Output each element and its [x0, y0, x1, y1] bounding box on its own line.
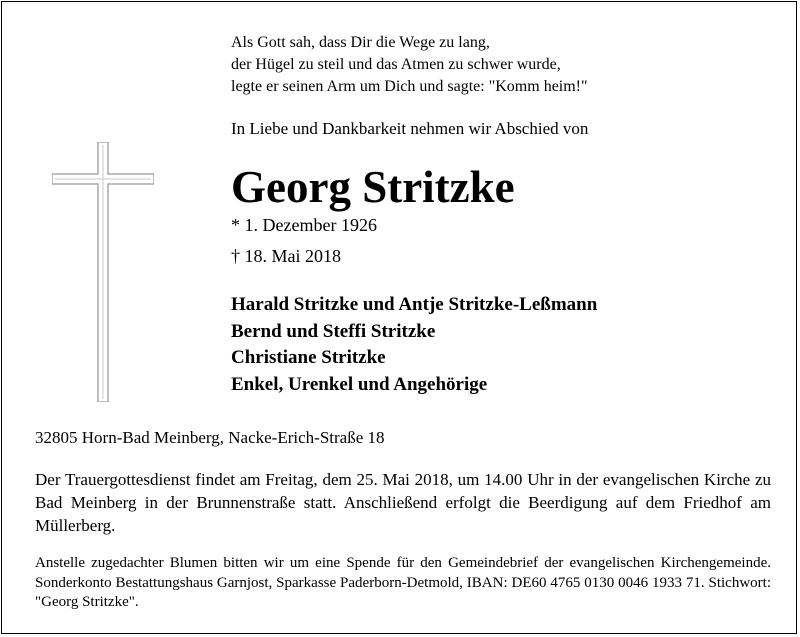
- poem: [231, 32, 588, 98]
- death-date: † 18. Mai 2018: [231, 246, 341, 266]
- mourner-line: Enkel, Urenkel und Angehörige: [231, 373, 488, 395]
- poem-line: legte er seinen Arm um Dich und sagte: "Komm heim!": [231, 78, 588, 95]
- service-info: Der Trauergottesdienst findet am Freitag, dem 25. Mai 2018, um 14.00 Uhr in der evangelischen Kirche zu Bad Meinberg in der Brunnenstraße statt. Anschließend erfolgt die Beerdigung auf dem Friedhof am Müllerberg.: [35, 470, 771, 535]
- birth-date: * 1. Dezember 1926: [231, 215, 377, 235]
- cross-icon: [52, 142, 154, 402]
- mourner-line: Bernd und Steffi Stritzke: [231, 320, 436, 342]
- mourner-line: Harald Stritzke und Antje Stritzke-Leßmann: [231, 294, 598, 315]
- address: 32805 Horn-Bad Meinberg, Nacke-Erich-Straße 18: [35, 428, 385, 447]
- poem-line: der Hügel zu steil und das Atmen zu schwer wurde,: [231, 56, 561, 73]
- obituary-frame: [1, 1, 797, 634]
- intro-text: In Liebe und Dankbarkeit nehmen wir Abschied von: [231, 119, 589, 138]
- poem-line: Als Gott sah, dass Dir die Wege zu lang,: [231, 34, 490, 51]
- mourner-line: Christiane Stritzke: [231, 347, 386, 368]
- deceased-name: Georg Stritzke: [231, 162, 515, 212]
- donation-info: Anstelle zugedachter Blumen bitten wir um eine Spende für den Gemeindebrief der evangelischen Kirchengemeinde. Sonderkonto Bestattungshaus Garnjost, Sparkasse Paderborn-Detmold, IBAN: DE60 4765 0130 0046 1933 71. Stichwort: "Georg Stritzke".: [35, 555, 771, 610]
- mourners-list: [231, 292, 597, 398]
